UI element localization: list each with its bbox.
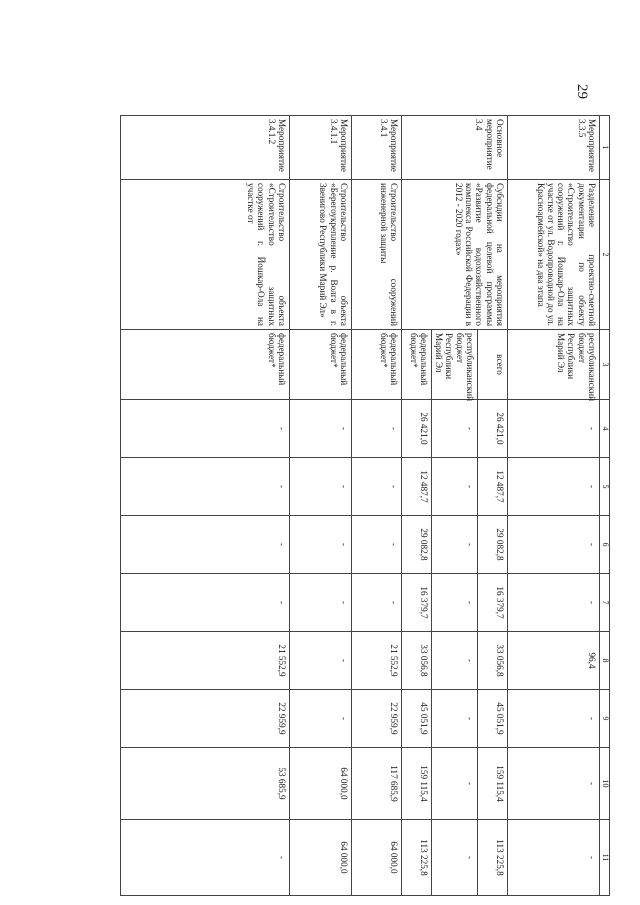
value-cell: 16 379,7 [478,574,508,632]
page-number: 29 [574,84,590,99]
value-cell: - [121,574,290,632]
col-header: 8 [600,632,610,690]
funding-source: федеральный бюджет* [289,330,351,400]
value-cell: 117 685,9 [351,748,401,820]
value-cell: - [431,458,477,516]
measure-id: Мероприятие 3.4.1 [351,116,401,180]
value-cell: 53 685,9 [121,748,290,820]
funding-source: республиканский бюджет Республики Марий Эл [431,330,477,400]
value-cell: 45 051,9 [401,690,431,748]
col-header: 7 [600,574,610,632]
value-cell: 45 051,9 [478,690,508,748]
value-cell: 113 225,8 [401,820,431,896]
value-cell: 16 379,7 [401,574,431,632]
table-row [351,116,401,896]
value-cell: 33 056,8 [401,632,431,690]
column-number-row [600,116,610,896]
value-cell: - [289,690,351,748]
col-header: 6 [600,516,610,574]
value-cell: - [121,458,290,516]
value-cell: - [289,516,351,574]
value-cell: - [121,400,290,458]
measure-name: Строительство объекта «Берегоукрепление р. Волга в г. Звенигово Республики Марий Эл» [289,180,351,330]
table-row [478,116,508,896]
value-cell: - [351,574,401,632]
value-cell: 12 487,7 [401,458,431,516]
col-header: 9 [600,690,610,748]
value-cell: 33 056,8 [478,632,508,690]
col-header: 11 [600,820,610,896]
budget-table [120,115,610,896]
funding-source: республиканский бюджет Республики Марий Эл [508,330,600,400]
measure-id: Мероприятие 3.3.5 [508,116,600,180]
measure-name: Субсидии на мероприятия федеральной целевой программы «Развитие водохозяйственного комплекса Российской Федерации в 2012 - 2020 годах» [401,180,507,330]
funding-source: всего [478,330,508,400]
value-cell: - [121,516,290,574]
value-cell: - [351,516,401,574]
value-cell: - [508,400,600,458]
value-cell: 22 959,9 [121,690,290,748]
value-cell: 21 552,9 [351,632,401,690]
value-cell: - [431,516,477,574]
value-cell: - [351,400,401,458]
value-cell: 12 487,7 [478,458,508,516]
col-header: 4 [600,400,610,458]
value-cell: 26 421,0 [401,400,431,458]
value-cell: 21 552,9 [121,632,290,690]
col-header: 10 [600,748,610,820]
funding-source: федеральный бюджет* [351,330,401,400]
col-header: 5 [600,458,610,516]
value-cell: - [351,458,401,516]
value-cell: - [431,748,477,820]
col-header: 3 [600,330,610,400]
funding-source: федеральный бюджет* [121,330,290,400]
value-cell: - [431,574,477,632]
table-row [121,116,290,896]
measure-name: Строительство объекта «Строительство защитных сооружений г. Йошкар-Ола на участке от [121,180,290,330]
value-cell: 159 115,4 [401,748,431,820]
value-cell: - [121,820,290,896]
col-header: 1 [600,116,610,180]
value-cell: - [289,632,351,690]
value-cell: 29 082,8 [478,516,508,574]
value-cell: 96,4 [508,632,600,690]
measure-name: Строительство сооружений инженерной защиты [351,180,401,330]
value-cell: - [508,820,600,896]
value-cell: 159 115,4 [478,748,508,820]
value-cell: - [508,690,600,748]
value-cell: - [431,632,477,690]
value-cell: - [508,458,600,516]
value-cell: 64 000,0 [351,820,401,896]
measure-name: Разделение проектно-сметной документации по объекту «Строительство защитных сооружений г. Йошкар-Ола на участке от ул. Водопроводной до ул. Красноармейской» на два этапа [508,180,600,330]
value-cell: 22 959,9 [351,690,401,748]
value-cell: - [289,458,351,516]
value-cell: - [508,574,600,632]
table-row [508,116,600,896]
value-cell: 64 000,0 [289,748,351,820]
value-cell: - [289,574,351,632]
table-row [289,116,351,896]
funding-source: федеральный бюджет* [401,330,431,400]
value-cell: - [289,400,351,458]
value-cell: - [431,400,477,458]
value-cell: - [431,820,477,896]
measure-id: Мероприятие 3.4.1.1 [289,116,351,180]
value-cell: - [431,690,477,748]
measure-id: Мероприятие 3.4.1.2 [121,116,290,180]
rotated-table-container [120,115,610,895]
col-header: 2 [600,180,610,330]
value-cell: - [508,748,600,820]
value-cell: 29 082,8 [401,516,431,574]
value-cell: 64 000,0 [289,820,351,896]
value-cell: 113 225,8 [478,820,508,896]
value-cell: - [508,516,600,574]
value-cell: 26 421,0 [478,400,508,458]
measure-id: Основное мероприятие 3.4 [401,116,507,180]
